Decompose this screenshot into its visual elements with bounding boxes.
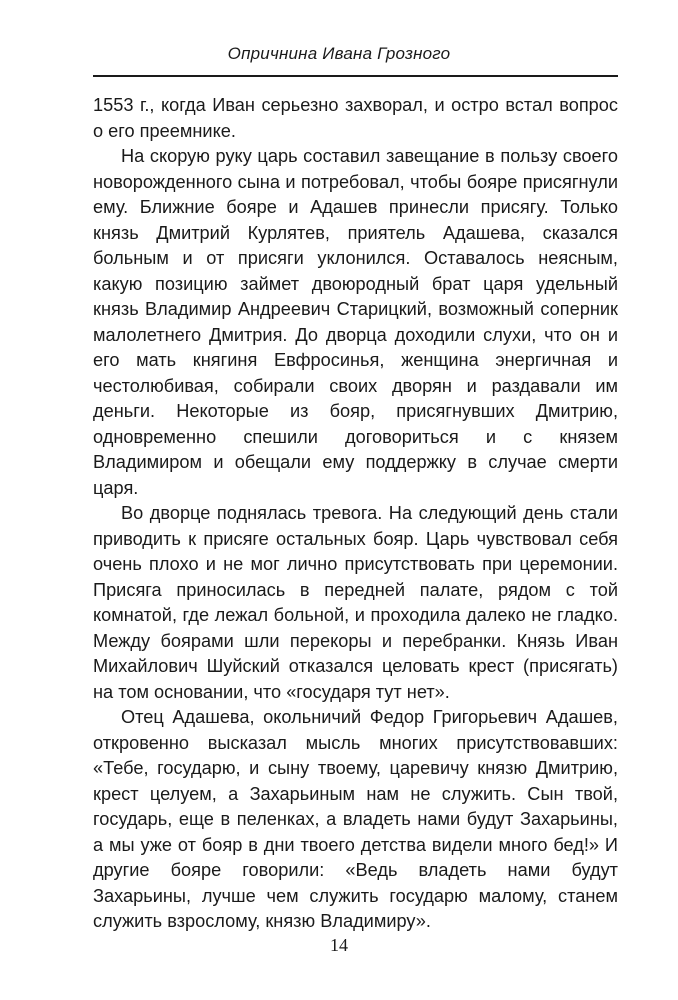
- running-title: Опричнина Ивана Грозного: [227, 44, 451, 63]
- paragraph-alarm: Во дворце поднялась тревога. На следующий день стали приводить к присяге остальных бояр. Царь чувствовал себя очень плохо и не мог лично присутствовать при церемонии. Присяга приносилась в передней палате, рядом с той комнатой, где лежал больной, и проходила далеко не гладко. Между боярами шли перекоры и перебранки. Князь Иван Михайлович Шуйский отказался целовать крест (присягать) на том основании, что «государя тут нет».: [93, 503, 618, 702]
- paragraph-adashev-father: Отец Адашева, окольничий Федор Григорьевич Адашев, откровенно высказал мысль многих присутствовавших: «Тебе, государю, и сыну твоему, царевичу князю Дмитрию, крест целуем, а Захарьиным нам не служить. Сын твой, государь, еще в пеленках, а владеть нами будут Захарьины, а мы уже от бояр в дни твоего детства видели много бед!» И другие бояре говорили: «Ведь владеть нами будут Захарьины, лучше чем служить государю малому, станем служить взрослому, князю Владимиру».: [93, 707, 618, 931]
- paragraph-continued: 1553 г., когда Иван серьезно захворал, и остро встал вопрос о его преемнике.: [93, 95, 618, 141]
- paragraph-testament: На скорую руку царь составил завещание в пользу своего новорожденного сына и потребовал, чтобы бояре присягнули ему. Ближние бояре и Адашев принесли присягу. Только князь Дмитрий Курлятев, приятель Адашева, сказался больным и от присяги уклонился. Оставалось неясным, какую позицию займет двоюродный брат царя удельный князь Владимир Андреевич Старицкий, возможный соперник малолетнего Дмитрия. До дворца доходили слухи, что он и его мать княгиня Евфросинья, женщина энергичная и честолюбивая, собирали своих дворян и раздавали им деньги. Некоторые из бояр, присягнувших Дмитрию, одновременно спешили договориться и с князем Владимиром и обещали ему поддержку в случае смерти царя.: [93, 146, 618, 498]
- page-body: [93, 93, 618, 935]
- page-number: 14: [330, 935, 348, 955]
- header-rule: [93, 75, 618, 77]
